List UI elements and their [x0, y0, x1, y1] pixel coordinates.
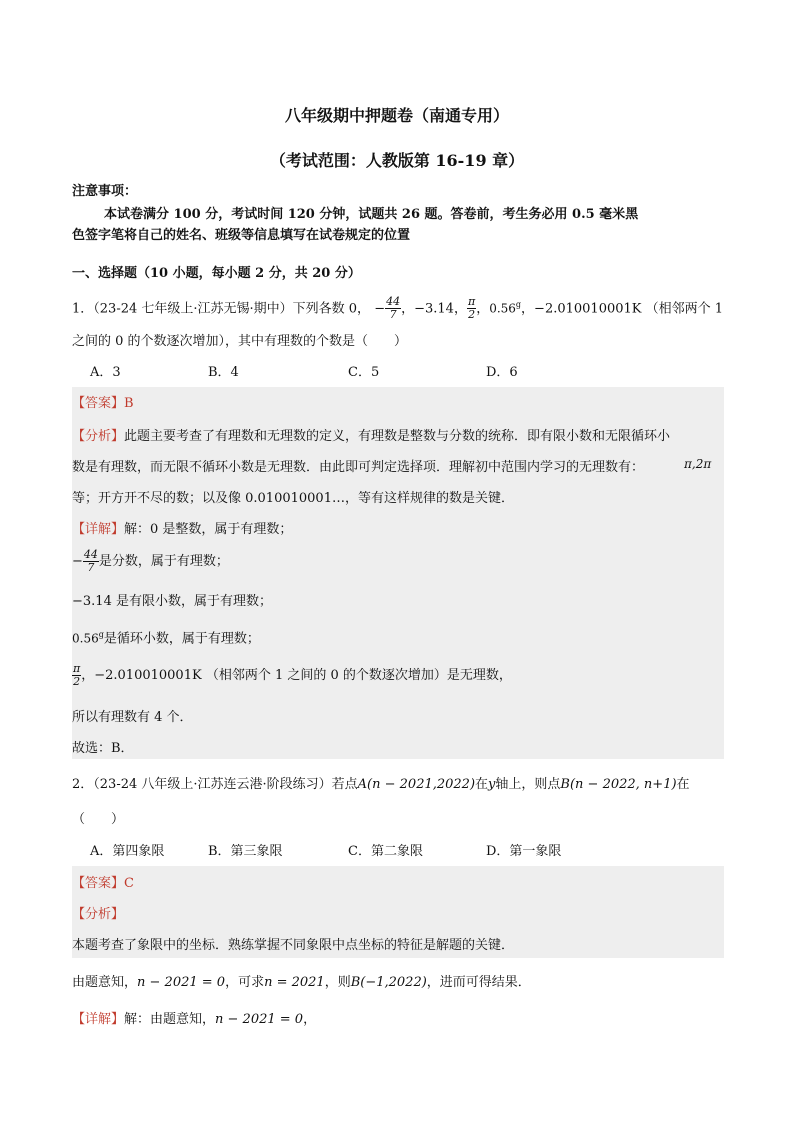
notice-heading: 注意事项：	[72, 184, 138, 199]
q1-repeat-dot: g	[515, 300, 522, 309]
notice-line-1: 本试卷满分 100 分，考试时间 120 分钟，试题共 26 题。答卷前，考生务必用 0.5 毫米黑	[104, 207, 639, 222]
notice-line-2: 色签字笔将自己的姓名、班级等信息填写在试卷规定的位置	[72, 228, 411, 243]
q2-point-b: B(n − 2022, n+1)	[560, 777, 677, 792]
q2-stem-line1	[72, 773, 690, 792]
q2-analysis-2d: ，进而可得结果．	[426, 975, 531, 990]
q1-sep1: ，−3.14，	[401, 301, 467, 317]
q1-detail-text-5: ，−2.010010001K （相邻两个 1 之间的 0 的个数逐次增加）是无理数，	[81, 668, 512, 683]
q2-stem-a: 2．（23-24 八年级上·江苏连云港·阶段练习）若点	[72, 777, 358, 792]
q1-detail-frac-num: 44	[83, 548, 98, 561]
q1-fraction	[385, 296, 401, 321]
q1-detail-neg: −	[72, 554, 83, 569]
q1-pi-fraction	[467, 296, 476, 321]
q2-detail-line1	[72, 1008, 316, 1027]
q1-frac-den: 7	[389, 308, 397, 322]
q1-detail-text-1: 解：0 是整数，属于有理数；	[124, 522, 293, 537]
q1-detail-line6: 所以有理数有 4 个．	[72, 710, 193, 725]
q2-answer-value: C	[124, 876, 134, 891]
q1-analysis-line2: 数是有理数，而无限不循环小数是无理数．由此即可判定选择项．理解初中范围内学习的无理数有：	[72, 460, 645, 475]
q2-analysis-2a: 由题意知，	[72, 975, 138, 990]
q1-detail-frac-den: 7	[87, 561, 95, 574]
q1-answer-value: B	[124, 396, 134, 411]
q1-detail-pi-fraction	[72, 663, 81, 688]
q2-eq2: n = 2021	[264, 975, 325, 990]
q1-stem-b: ，−2.010010001K （相邻两个 1	[521, 301, 724, 317]
q1-analysis-text-1: 此题主要考查了有理数和无理数的定义，有理数是整数与分数的统称．即有限小数和无限循环小	[124, 429, 671, 444]
q1-stem-line1	[72, 287, 723, 323]
q2-detail-eq: n − 2021 = 0	[215, 1012, 304, 1027]
q1-analysis-line1	[72, 425, 670, 444]
q1-stem-line2: 之间的 0 的个数逐次增加），其中有理数的个数是（ ）	[72, 334, 408, 349]
q1-detail-pi-den: 2	[73, 675, 81, 688]
q2-stem-line2: （ ）	[72, 812, 125, 827]
q2-stem-b: 在	[475, 777, 489, 792]
q1-option-d: D．6	[486, 365, 518, 380]
q1-detail-line7: 故选：B．	[72, 741, 134, 756]
q1-analysis-line3: 等；开方开不尽的数；以及像 0.010010001…，等有这样规律的数是关键．	[72, 491, 514, 506]
q2-option-d: D．第一象限	[486, 844, 562, 859]
q1-sep2: ，	[476, 301, 490, 317]
q1-detail-label: 【详解】	[72, 522, 125, 537]
q1-detail-fraction	[83, 549, 99, 574]
q2-answer	[72, 872, 134, 891]
q1-detail-line3: −3.14 是有限小数，属于有理数；	[72, 594, 272, 609]
q2-detail-1a: 解：由题意知，	[124, 1012, 216, 1027]
q1-pi-den: 2	[468, 308, 476, 322]
q2-option-c: C．第二象限	[348, 844, 423, 859]
q1-repeating-decimal: 0.56	[489, 301, 516, 316]
q2-eq3: B(−1,2022)	[350, 975, 427, 990]
q2-answer-label: 【答案】	[72, 876, 125, 891]
q2-point-a: A(n − 2021,2022)	[357, 777, 476, 792]
q1-detail-line4	[72, 622, 260, 648]
q2-stem-c: 轴上，则点	[495, 777, 561, 792]
section-heading: 一、选择题（10 小题，每小题 2 分，共 20 分）	[72, 266, 361, 281]
q2-stem-d: 在	[676, 777, 690, 792]
q2-analysis-line2	[72, 971, 531, 990]
page-title: 八年级期中押题卷（南通专用）	[284, 106, 509, 125]
q1-detail-line2	[72, 544, 229, 580]
q1-frac-num: 44	[386, 295, 401, 309]
q1-detail-repeating: 0.56	[72, 631, 99, 646]
q2-eq1: n − 2021 = 0	[137, 975, 226, 990]
q1-answer-label: 【答案】	[72, 396, 125, 411]
q2-detail-label: 【详解】	[72, 1012, 125, 1027]
q1-pi-num: π	[467, 295, 476, 309]
q1-answer	[72, 392, 134, 411]
q2-analysis-line1: 本题考查了象限中的坐标．熟练掌握不同象限中点坐标的特征是解题的关键．	[72, 938, 515, 953]
q1-detail-text-2: 是分数，属于有理数；	[98, 554, 229, 569]
q1-stem-a: 1．（23-24 七年级上·江苏无锡·期中）下列各数 0，	[72, 301, 371, 317]
q1-neg-sign: −	[374, 301, 386, 317]
q1-detail-line5	[72, 658, 512, 694]
q1-detail-text-4: 是循环小数，属于有理数；	[103, 631, 260, 647]
q1-option-a: A．3	[90, 365, 121, 380]
q2-axis: y	[488, 777, 496, 792]
q1-detail-repeat-dot: g	[98, 630, 104, 639]
q1-detail-line1	[72, 518, 292, 537]
q1-analysis-label: 【分析】	[72, 429, 125, 444]
q2-analysis-2c: ，则	[324, 975, 351, 990]
q2-analysis-label: 【分析】	[72, 907, 125, 922]
q1-detail-pi-num: π	[73, 662, 81, 675]
q1-option-b: B．4	[208, 365, 239, 380]
q2-option-a: A．第四象限	[90, 844, 165, 859]
q1-option-c: C．5	[348, 365, 380, 380]
q2-analysis-2b: ，可求	[225, 975, 265, 990]
q2-option-b: B．第三象限	[208, 844, 283, 859]
q1-analysis-pi: π,2π	[684, 457, 712, 471]
q2-detail-1c: ，	[303, 1012, 317, 1027]
page-subtitle: （考试范围：人教版第 16-19 章）	[269, 151, 525, 170]
